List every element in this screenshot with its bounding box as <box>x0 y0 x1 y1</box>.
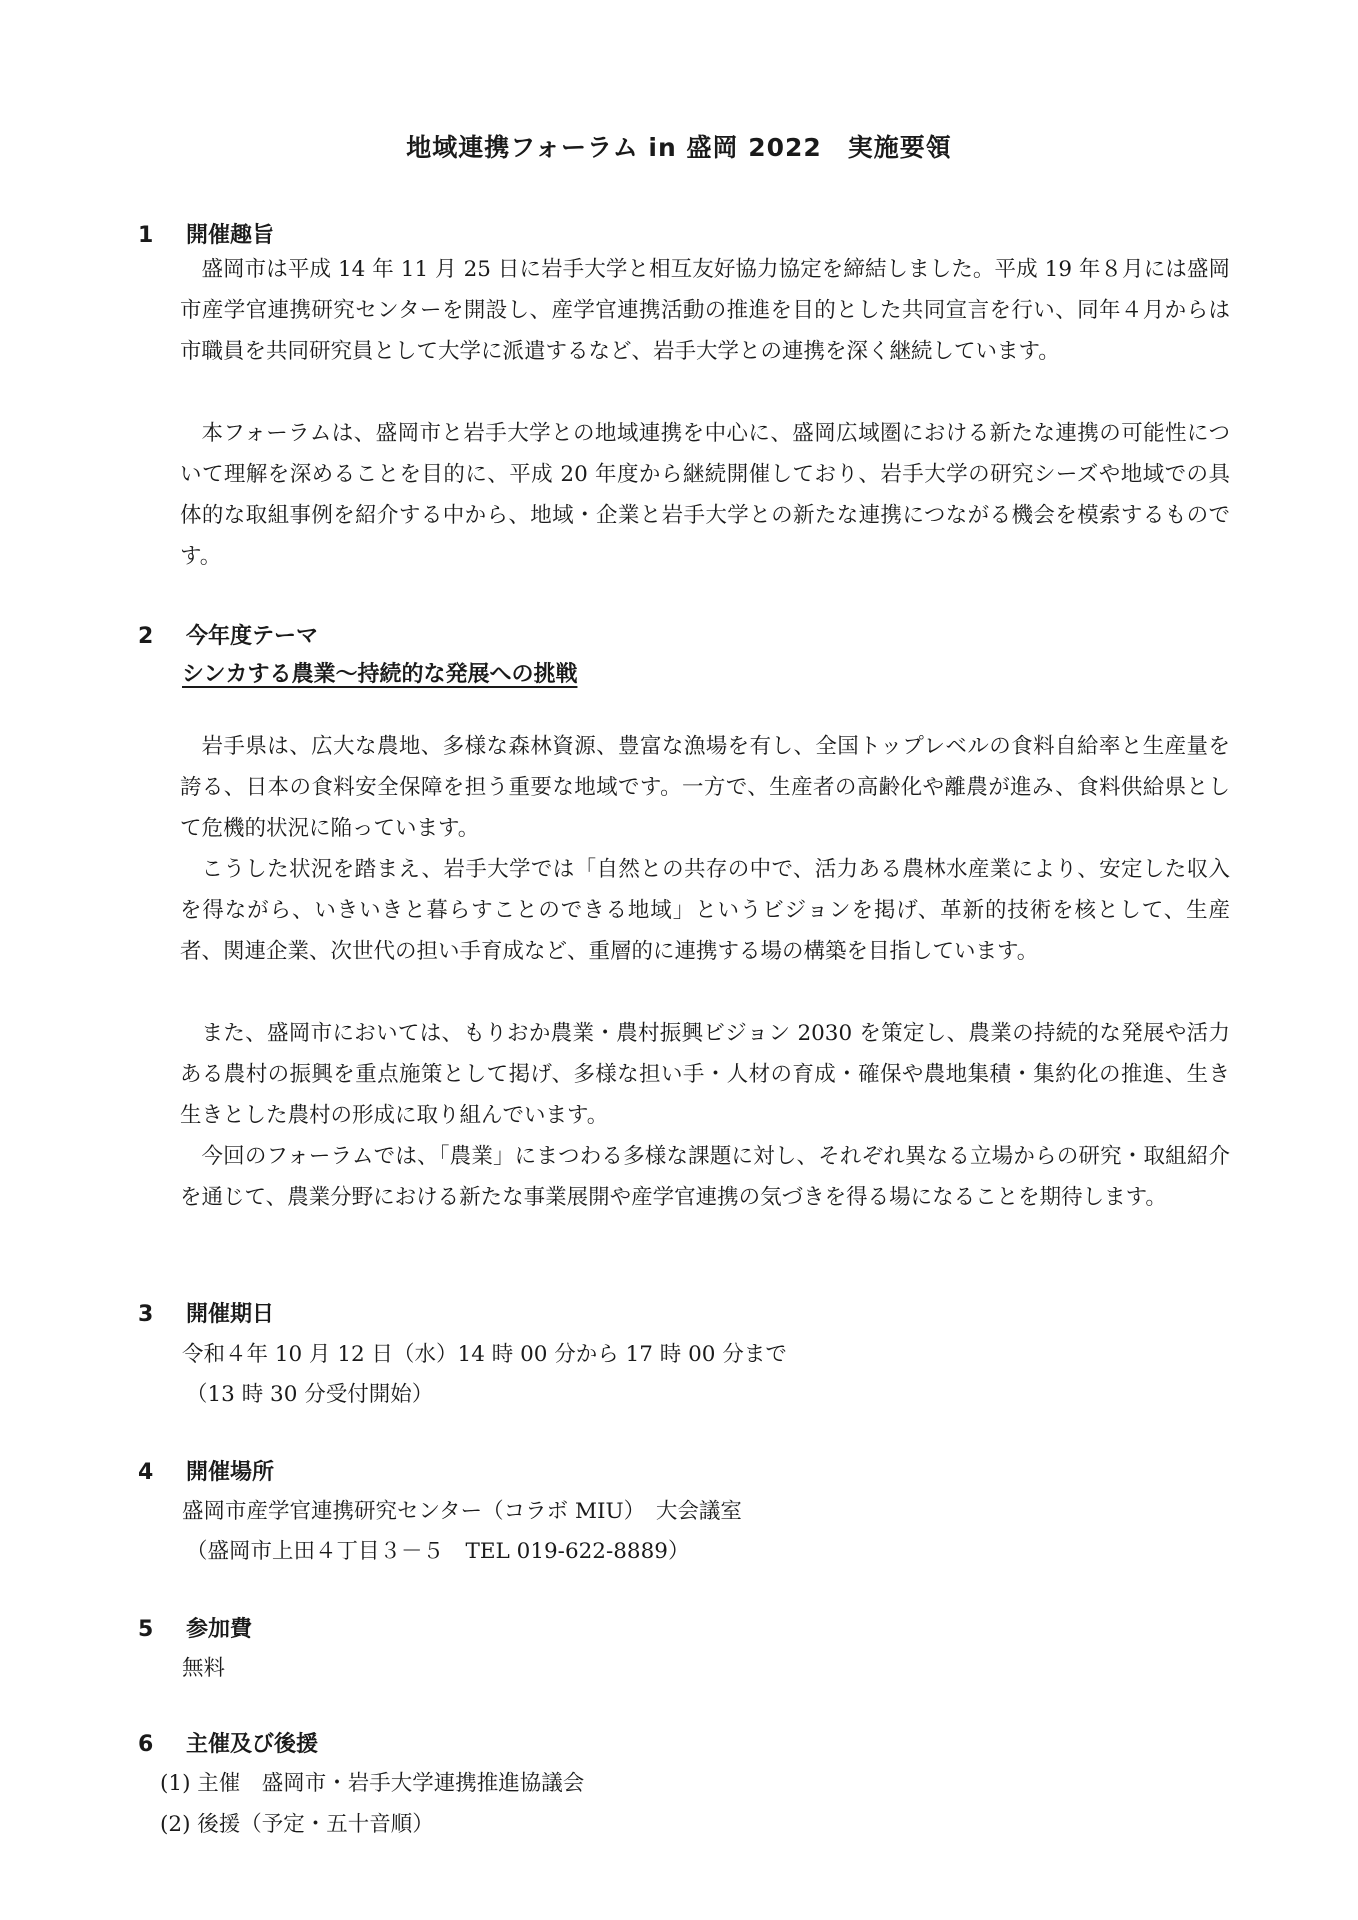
sponsors: (2) 後援（予定・五十音順） <box>160 1812 434 1837</box>
participation-fee: 無料 <box>182 1656 226 1681</box>
reception-time: （13 時 30 分受付開始） <box>186 1382 434 1407</box>
section-number: 5 <box>138 1617 154 1642</box>
section-1-heading <box>138 218 274 249</box>
organizer: (1) 主催 盛岡市・岩手大学連携推進協議会 <box>160 1771 585 1796</box>
section-number: 3 <box>138 1302 154 1327</box>
venue-name: 盛岡市産学官連携研究センター（コラボ MIU） 大会議室 <box>182 1499 742 1524</box>
section-6-heading <box>138 1727 318 1758</box>
section-title: 主催及び後援 <box>186 1732 319 1757</box>
section-number: 6 <box>138 1732 154 1757</box>
section-4-heading <box>138 1455 274 1486</box>
venue-address: （盛岡市上田４丁目３－５ TEL 019-622-8889） <box>186 1539 690 1564</box>
section-title: 開催期日 <box>186 1302 275 1327</box>
section-title: 開催趣旨 <box>186 223 275 248</box>
section-number: 4 <box>138 1460 154 1485</box>
section-number: 2 <box>138 624 154 649</box>
section-title: 今年度テーマ <box>186 624 319 649</box>
section-1-paragraph-2: 本フォーラムは、盛岡市と岩手大学との地域連携を中心に、盛岡広域圏における新たな連携の可能性について理解を深めることを目的に、平成 20 年度から継続開催しており、岩手大学の研究シーズや地域での具体的な取組事例を紹介する中から、地域・企業と岩手大学との新たな連携につながる機会を模索するものです。 <box>180 421 1230 569</box>
document-title: 地域連携フォーラム in 盛岡 2022 実施要領 <box>406 133 952 162</box>
section-2-paragraph-2: こうした状況を踏まえ、岩手大学では「自然との共存の中で、活力ある農林水産業により、安定した収入を得ながら、いきいきと暮らすことのできる地域」というビジョンを掲げ、革新的技術を核として、生産者、関連企業、次世代の担い手育成など、重層的に連携する場の構築を目指しています。 <box>180 857 1230 964</box>
theme-title: シンカする農業～持続的な発展への挑戦 <box>182 662 578 687</box>
event-date: 令和４年 10 月 12 日（水）14 時 00 分から 17 時 00 分まで <box>182 1342 787 1367</box>
section-title: 開催場所 <box>186 1460 275 1485</box>
section-2-paragraph-1: 岩手県は、広大な農地、多様な森林資源、豊富な漁場を有し、全国トップレベルの食料自給率と生産量を誇る、日本の食料安全保障を担う重要な地域です。一方で、生産者の高齢化や離農が進み、食料供給県として危機的状況に陥っています。 <box>180 734 1230 841</box>
section-2-paragraph-4: 今回のフォーラムでは、「農業」にまつわる多様な課題に対し、それぞれ異なる立場からの研究・取組紹介を通じて、農業分野における新たな事業展開や産学官連携の気づきを得る場になることを期待します。 <box>180 1144 1230 1210</box>
section-number: 1 <box>138 223 154 248</box>
section-2-heading <box>138 619 318 650</box>
section-1-paragraph-1: 盛岡市は平成 14 年 11 月 25 日に岩手大学と相互友好協力協定を締結しました。平成 19 年８月には盛岡市産学官連携研究センターを開設し、産学官連携活動の推進を目的とした共同宣言を行い、同年４月からは市職員を共同研究員として大学に派遣するなど、岩手大学との連携を深く継続しています。 <box>180 257 1230 364</box>
section-2-paragraph-3: また、盛岡市においては、もりおか農業・農村振興ビジョン 2030 を策定し、農業の持続的な発展や活力ある農村の振興を重点施策として掲げ、多様な担い手・人材の育成・確保や農地集積・集約化の推進、生き生きとした農村の形成に取り組んでいます。 <box>180 1021 1230 1128</box>
section-3-heading <box>138 1297 274 1328</box>
section-title: 参加費 <box>186 1617 253 1642</box>
section-5-heading <box>138 1612 252 1643</box>
